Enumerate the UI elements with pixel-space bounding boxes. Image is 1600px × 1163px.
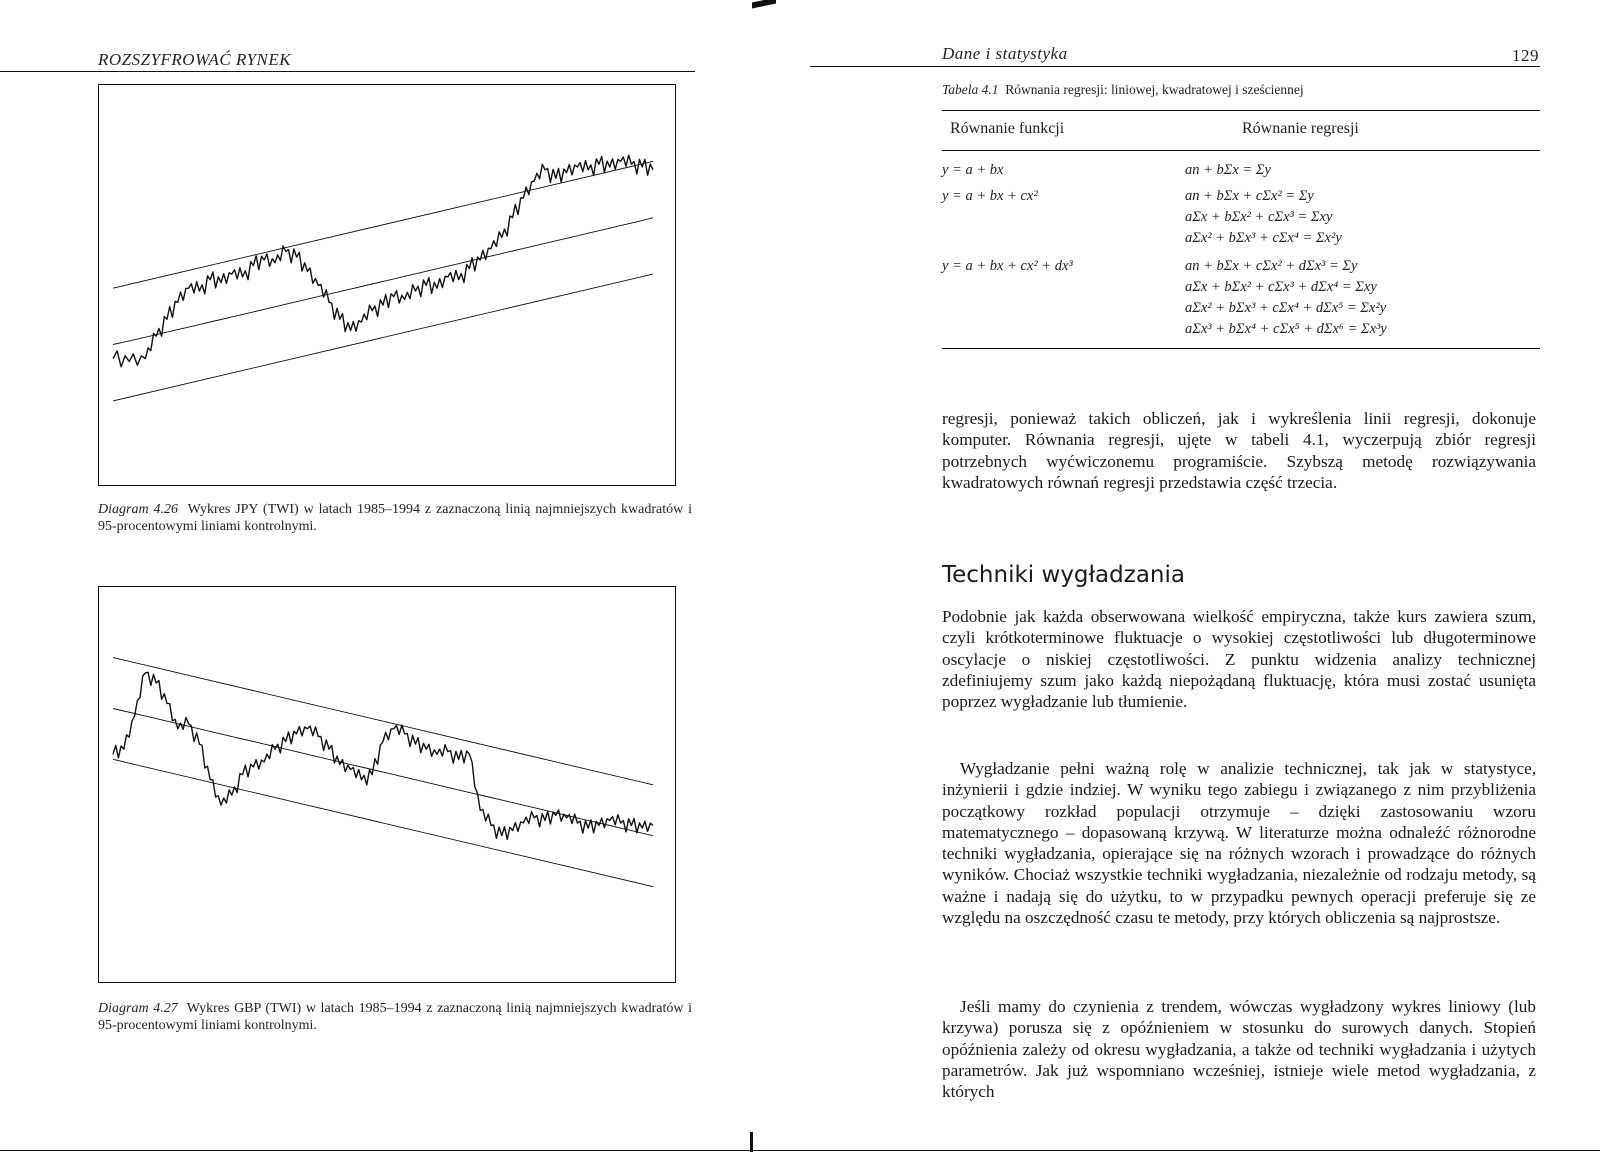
paragraph-3: Wygładzanie pełni ważną rolę w analizie technicznej, tak jak w statystyce, inżynierii i gdzie indziej. W wyniku tego zabiegu i związanego z nim przybliżenia początkowy rozkład populacji otrzymuje – dzięki zastosowaniu wzoru matematycznego – dopasowaną krzywą. W literaturze można odnaleźć różnorodne techniki wygładzania, opierające się na różnych wzorach i prowadzące do różnych wyników. Chociaż wszystkie techniki wygładzania, niezależnie od rodzaju metody, są ważne i nadają się do użytku, to w przypadku pewnych operacji preferuje się ze względu na oszczędność czasu te metody, przy których obliczenia są najprostsze. (942, 759, 1536, 928)
binding-mark-top (752, 0, 776, 9)
series-upper-control-line (113, 161, 653, 288)
page-number: 129 (1512, 46, 1539, 65)
diagram-426-caption-text: Wykres JPY (TWI) w latach 1985–1994 z zaznaczoną linią najmniejszych kwadratów i 95-procentowymi liniami kontrolnymi. (98, 502, 693, 534)
right-running-head: Dane i statystyka (942, 44, 1068, 63)
regr-eq: aΣx² + bΣx³ + cΣx⁴ = Σx²y (1185, 230, 1342, 246)
series-least-squares-line (113, 709, 653, 836)
regr-eq: aΣx + bΣx² + cΣx³ = Σxy (1185, 209, 1333, 225)
regr-eq: an + bΣx + cΣx² = Σy (1185, 188, 1314, 204)
paragraph-4: Jeśli mamy do czynienia z trendem, wówczas wygładzony wykres liniowy (lub krzywa) porusza się z opóźnieniem w stosunku do surowych danych. Stopień opóźnienia zależy od okresu wygładzania, a także od techniki wygładzania i użytych parametrów. Jak już wspomniano wcześniej, istnieje wiele metod wygładzania, z których (942, 997, 1536, 1102)
table-bottom-rule (942, 348, 1540, 349)
table-col2-header: Równanie regresji (1242, 120, 1359, 137)
diagram-426-caption (98, 501, 692, 535)
series-gbp-twi (113, 672, 653, 839)
gbp-chart (99, 587, 675, 982)
table-caption-text: Równania regresji: liniowej, kwadratowej i sześciennej (1005, 82, 1304, 97)
regr-eq: aΣx² + bΣx³ + cΣx⁴ + dΣx⁵ = Σx²y (1185, 300, 1387, 316)
table-header-rule (942, 150, 1540, 151)
series-jpy-twi (113, 155, 653, 367)
regr-eq: an + bΣx = Σy (1185, 162, 1271, 178)
table-top-rule (942, 110, 1540, 111)
right-header-rule (810, 66, 1540, 67)
diagram-426-label: Diagram 4.26 (98, 502, 178, 517)
diagram-427-label: Diagram 4.27 (98, 1001, 178, 1016)
diagram-427-frame (98, 586, 676, 983)
series-least-squares-line (113, 218, 653, 345)
regr-eq: aΣx³ + bΣx⁴ + cΣx⁵ + dΣx⁶ = Σx³y (1185, 321, 1387, 337)
regr-eq: aΣx + bΣx² + cΣx³ + dΣx⁴ = Σxy (1185, 279, 1377, 295)
left-header-rule (0, 71, 695, 72)
table-label: Tabela 4.1 (942, 82, 999, 97)
func-linear: y = a + bx (942, 162, 1004, 178)
table-col1-header: Równanie funkcji (950, 120, 1065, 137)
binding-mark-bottom (750, 1132, 753, 1152)
func-quadratic: y = a + bx + cx² (942, 188, 1038, 204)
regr-eq: an + bΣx + cΣx² + dΣx³ = Σy (1185, 258, 1358, 274)
bottom-edge-rule (0, 1150, 1600, 1151)
section-heading: Techniki wygładzania (942, 562, 1185, 588)
diagram-427-caption-text: Wykres GBP (TWI) w latach 1985–1994 z zaznaczoną linią najmniejszych kwadratów i 95-procentowymi liniami kontrolnymi. (98, 1001, 692, 1033)
jpy-chart (99, 85, 675, 485)
func-cubic: y = a + bx + cx² + dx³ (942, 258, 1073, 274)
table-caption (942, 82, 1304, 98)
series-upper-control-line (113, 658, 653, 785)
left-running-head: ROZSZYFROWAĆ RYNEK (98, 50, 292, 69)
diagram-427-caption (98, 1000, 692, 1034)
diagram-426-frame (98, 84, 676, 486)
paragraph-1: regresji, ponieważ takich obliczeń, jak i wykreślenia linii regresji, dokonuje komputer. Równania regresji, ujęte w tabeli 4.1, wyczerpują zbiór regresji potrzebnych wyćwiczonemu programiście. Szybszą metodę rozwiązywania kwadratowych równań regresji przedstawia część trzecia. (942, 409, 1536, 492)
paragraph-2: Podobnie jak każda obserwowana wielkość empiryczna, także kurs zawiera szum, czyli krótkoterminowe fluktuacje o wysokiej częstotliwości lub długoterminowe oscylacje o niskiej częstotliwości. Z punktu widzenia analizy technicznej zdefiniujemy szum jako każdą niepożądaną fluktuację, która musi zostać usunięta poprzez wygładzanie lub tłumienie. (942, 607, 1536, 712)
